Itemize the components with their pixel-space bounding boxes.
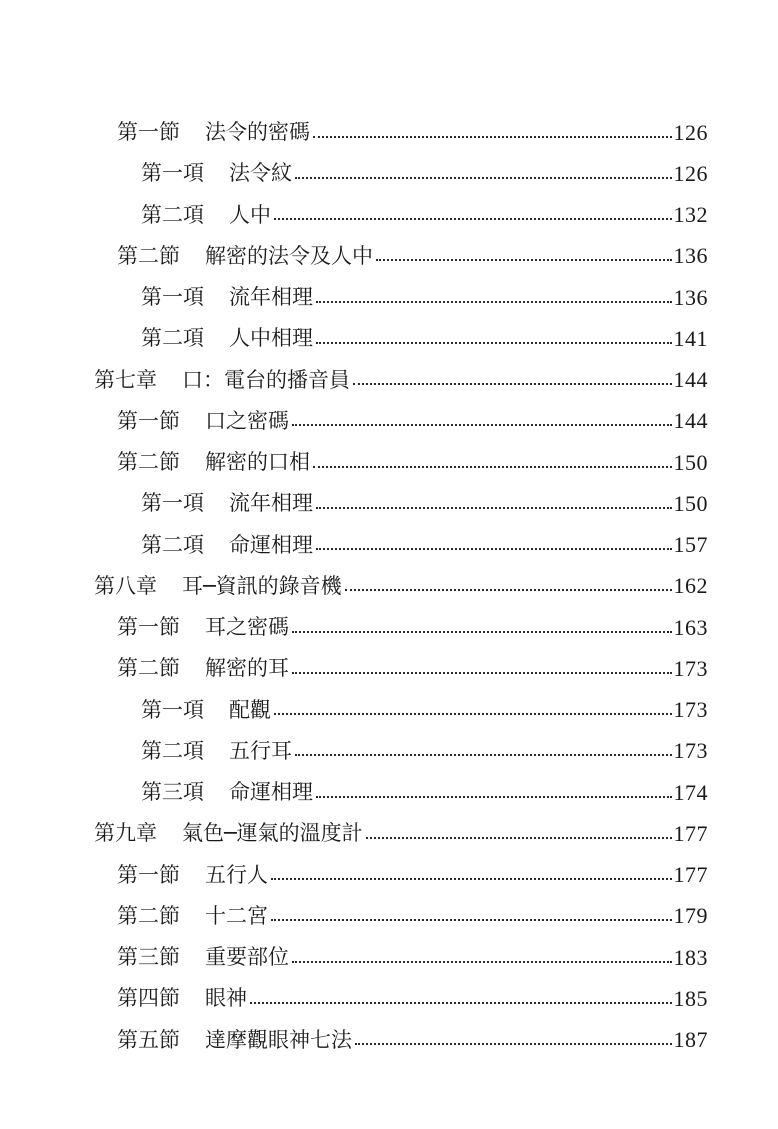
toc-entry-number: 第一項 <box>141 491 204 516</box>
toc-entry-section <box>0 607 778 648</box>
toc-entry-number: 第七章 <box>94 367 157 392</box>
toc-entry-section <box>0 937 778 978</box>
toc-entry-title: 人中相理 <box>229 326 313 351</box>
toc-entry-number: 第二項 <box>141 532 204 557</box>
toc-entry-chapter <box>0 360 778 401</box>
toc-dot-leader <box>292 672 672 674</box>
toc-dot-leader <box>376 259 672 261</box>
toc-entry-item <box>0 483 778 524</box>
toc-entry-number: 第四節 <box>117 986 180 1011</box>
toc-dot-leader <box>295 754 672 756</box>
toc-entry-number: 第一節 <box>117 120 180 145</box>
toc-entry-number: 第九章 <box>94 821 157 846</box>
toc-entry-title: 人中 <box>229 202 271 227</box>
toc-entry-number: 第二節 <box>117 243 180 268</box>
toc-dot-leader <box>313 466 672 468</box>
toc-entry-number: 第一節 <box>117 408 180 433</box>
toc-dot-leader <box>316 301 672 303</box>
toc-dot-leader <box>366 837 672 839</box>
toc-dot-leader <box>313 136 672 138</box>
toc-entry-page-number: 150 <box>673 449 708 475</box>
toc-entry-page-number: 141 <box>673 325 708 351</box>
toc-entry-section <box>0 648 778 689</box>
toc-entry-page-number: 157 <box>673 532 708 558</box>
toc-entry-page-number: 162 <box>673 573 708 599</box>
toc-entry-number: 第二項 <box>141 326 204 351</box>
toc-entry-page-number: 150 <box>673 490 708 516</box>
table-of-contents <box>0 112 778 1061</box>
toc-dot-leader <box>295 177 672 179</box>
toc-entry-item <box>0 731 778 772</box>
toc-entry-section <box>0 855 778 896</box>
toc-dot-leader <box>292 631 672 633</box>
toc-entry-title: 配觀 <box>229 697 271 722</box>
toc-entry-page-number: 136 <box>673 243 708 269</box>
toc-dot-leader <box>355 1043 672 1045</box>
toc-entry-page-number: 126 <box>673 160 708 186</box>
toc-entry-number: 第八章 <box>94 573 157 598</box>
toc-entry-page-number: 173 <box>673 697 708 723</box>
toc-entry-title: 五行耳 <box>229 738 292 763</box>
toc-entry-title: 達摩觀眼神七法 <box>205 1027 352 1052</box>
toc-entry-section <box>0 442 778 483</box>
toc-entry-title: 十二宮 <box>205 903 268 928</box>
toc-entry-page-number: 177 <box>673 862 708 888</box>
toc-entry-page-number: 179 <box>673 903 708 929</box>
toc-entry-number: 第一節 <box>117 862 180 887</box>
toc-entry-chapter <box>0 813 778 854</box>
toc-entry-item <box>0 318 778 359</box>
toc-entry-number: 第一項 <box>141 161 204 186</box>
toc-entry-page-number: 144 <box>673 408 708 434</box>
toc-entry-title: 重要部位 <box>205 945 289 970</box>
toc-entry-page-number: 126 <box>673 119 708 145</box>
toc-entry-number: 第一節 <box>117 615 180 640</box>
toc-entry-section <box>0 978 778 1019</box>
toc-entry-title: 命運相理 <box>229 532 313 557</box>
toc-entry-title: 耳之密碼 <box>205 615 289 640</box>
toc-entry-number: 第三項 <box>141 780 204 805</box>
toc-entry-page-number: 173 <box>673 738 708 764</box>
toc-entry-title: 氣色─運氣的溫度計 <box>182 821 363 846</box>
toc-entry-item <box>0 153 778 194</box>
toc-entry-title: 口：電台的播音員 <box>182 367 350 392</box>
toc-entry-number: 第三節 <box>117 945 180 970</box>
toc-entry-title: 解密的口相 <box>205 450 310 475</box>
toc-dot-leader <box>274 713 672 715</box>
toc-entry-number: 第一項 <box>141 697 204 722</box>
toc-dot-leader <box>353 383 672 385</box>
toc-dot-leader <box>345 589 672 591</box>
toc-entry-title: 流年相理 <box>229 285 313 310</box>
toc-entry-section <box>0 896 778 937</box>
toc-entry-page-number: 144 <box>673 367 708 393</box>
toc-entry-page-number: 132 <box>673 202 708 228</box>
toc-entry-item <box>0 690 778 731</box>
toc-entry-number: 第二節 <box>117 903 180 928</box>
toc-entry-section <box>0 401 778 442</box>
toc-entry-title: 命運相理 <box>229 780 313 805</box>
toc-entry-page-number: 187 <box>673 1027 708 1053</box>
toc-dot-leader <box>271 878 672 880</box>
toc-entry-number: 第二節 <box>117 450 180 475</box>
toc-entry-page-number: 185 <box>673 985 708 1011</box>
toc-dot-leader <box>292 961 672 963</box>
toc-entry-number: 第二節 <box>117 656 180 681</box>
toc-entry-section <box>0 112 778 153</box>
toc-entry-number: 第二項 <box>141 202 204 227</box>
toc-entry-title: 法令的密碼 <box>205 120 310 145</box>
toc-entry-title: 法令紋 <box>229 161 292 186</box>
toc-entry-page-number: 173 <box>673 655 708 681</box>
toc-entry-title: 流年相理 <box>229 491 313 516</box>
toc-dot-leader <box>274 218 672 220</box>
toc-entry-page-number: 174 <box>673 779 708 805</box>
toc-entry-number: 第五節 <box>117 1027 180 1052</box>
toc-entry-page-number: 183 <box>673 944 708 970</box>
toc-dot-leader <box>292 424 672 426</box>
toc-dot-leader <box>316 796 672 798</box>
toc-entry-chapter <box>0 566 778 607</box>
toc-entry-page-number: 163 <box>673 614 708 640</box>
toc-entry-title: 口之密碼 <box>205 408 289 433</box>
toc-entry-number: 第二項 <box>141 738 204 763</box>
toc-entry-item <box>0 195 778 236</box>
toc-dot-leader <box>316 548 672 550</box>
toc-entry-page-number: 136 <box>673 284 708 310</box>
toc-entry-title: 五行人 <box>205 862 268 887</box>
toc-entry-title: 眼神 <box>205 986 247 1011</box>
toc-entry-item <box>0 277 778 318</box>
toc-entry-number: 第一項 <box>141 285 204 310</box>
toc-entry-title: 解密的耳 <box>205 656 289 681</box>
toc-entry-title: 解密的法令及人中 <box>205 243 373 268</box>
toc-dot-leader <box>250 1002 672 1004</box>
toc-entry-section <box>0 236 778 277</box>
toc-dot-leader <box>316 507 672 509</box>
toc-entry-title: 耳─資訊的錄音機 <box>182 573 342 598</box>
toc-dot-leader <box>316 342 672 344</box>
toc-entry-section <box>0 1020 778 1061</box>
toc-dot-leader <box>271 919 672 921</box>
toc-entry-item <box>0 525 778 566</box>
toc-entry-item <box>0 772 778 813</box>
toc-entry-page-number: 177 <box>673 820 708 846</box>
